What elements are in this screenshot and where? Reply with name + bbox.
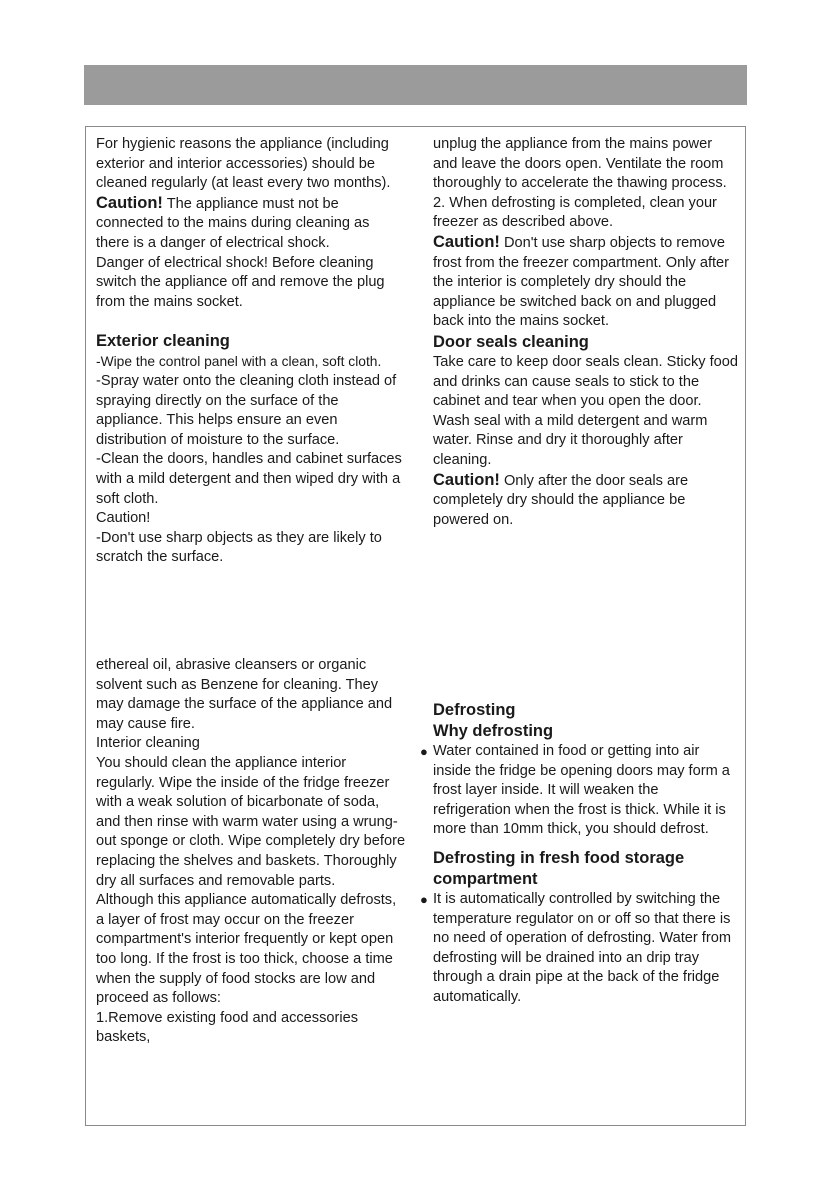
caution-paragraph-3 [433, 471, 738, 531]
left-column-top [96, 135, 406, 568]
interior-paragraph: You should clean the appliance interior regularly. Wipe the inside of the fridge freezer with a weak solution of bicarbonate of soda, and then rinse with warm water using a wrung-out sponge or cloth. Wipe completely dry before replacing the shelves and baskets. Thoroughly dry all surfaces and removable parts. [96, 754, 406, 889]
defrosting-heading: Defrosting [433, 701, 516, 719]
caution-text-3: Only after the door seals are completely dry should the appliance be powered on. [433, 472, 689, 528]
bullet-icon: ● [420, 744, 428, 759]
interior-cleaning-heading: Interior cleaning [96, 735, 200, 752]
door-seals-heading: Door seals cleaning [433, 332, 589, 351]
why-defrosting-heading: Why defrosting [433, 722, 554, 740]
exterior-step-4: -Don't use sharp objects as they are likely to scratch the surface. [96, 529, 382, 566]
caution-label-2: Caution! [433, 232, 500, 251]
step-2-paragraph: 2. When defrosting is completed, clean your freezer as described above. [433, 194, 717, 231]
intro-paragraph: For hygienic reasons the appliance (including exterior and interior accessories) should be cleaned regularly (at least every two months). [96, 136, 391, 192]
fresh-food-text: It is automatically controlled by switching the temperature regulator on or off so that there is no need of operation of defrosting. Water from defrosting will be drained into an drip tray through a drain pipe at the back of the fridge automatically. [433, 890, 731, 1005]
unplug-paragraph: unplug the appliance from the mains power and leave the doors open. Ventilate the room thoroughly to accelerate the thawing process. [433, 136, 727, 192]
exterior-cleaning-heading: Exterior cleaning [96, 332, 230, 351]
why-defrosting-text: Water contained in food or getting into air inside the fridge be opening doors may form a frost layer inside. It will weaken the refrigeration when the frost is thick. While it is more than 10mm thick, you should defrost. [433, 743, 730, 838]
caution-label-3: Caution! [433, 470, 500, 489]
caution-label: Caution! [96, 193, 163, 212]
left-column-bottom [96, 656, 406, 1048]
header-bar [84, 65, 747, 105]
caution-plain: Caution! [96, 510, 151, 527]
exterior-step-2: -Spray water onto the cleaning cloth instead of spraying directly on the surface of the appliance. This helps ensure an even distribution of moisture to the surface. [96, 372, 397, 448]
caution-paragraph-2 [433, 233, 738, 332]
danger-paragraph: Danger of electrical shock! Before cleaning switch the appliance off and remove the plug from the mains socket. [96, 254, 385, 310]
right-column-bottom [420, 700, 738, 1008]
fresh-food-paragraph [420, 890, 738, 1008]
fresh-food-heading: Defrosting in fresh food storage compartment [433, 848, 685, 888]
right-column-top [433, 135, 738, 530]
step-1-paragraph: 1.Remove existing food and accessories baskets, [96, 1009, 359, 1046]
bullet-icon: ● [420, 891, 428, 907]
why-defrosting-paragraph [420, 742, 738, 840]
frost-paragraph: Although this appliance automatically defrosts, a layer of frost may occur on the freezer compartment's interior frequently or kept open too long. If the frost is too thick, choose a time when the supply of food stocks are low and proceed as follows: [96, 892, 397, 1007]
caution-text: The appliance must not be connected to the mains during cleaning as there is a danger of electrical shock. [96, 195, 370, 251]
exterior-step-3: -Clean the doors, handles and cabinet surfaces with a mild detergent and then wiped dry with a soft cloth. [96, 451, 402, 507]
solvent-paragraph: ethereal oil, abrasive cleansers or organic solvent such as Benzene for cleaning. They may damage the surface of the appliance and may cause fire. [96, 657, 393, 732]
exterior-step-1: -Wipe the control panel with a clean, soft cloth. [96, 354, 382, 370]
caution-text-2: Don't use sharp objects to remove frost from the freezer compartment. Only after the interior is completely dry should the appliance be switched back on and plugged back into the mains socket. [433, 234, 730, 330]
door-seals-paragraph: Take care to keep door seals clean. Sticky food and drinks can cause seals to stick to the cabinet and tear when you open the door. Wash seal with a mild detergent and warm water. Rinse and dry it thoroughly after cleaning. [433, 353, 739, 468]
caution-paragraph [96, 194, 406, 254]
